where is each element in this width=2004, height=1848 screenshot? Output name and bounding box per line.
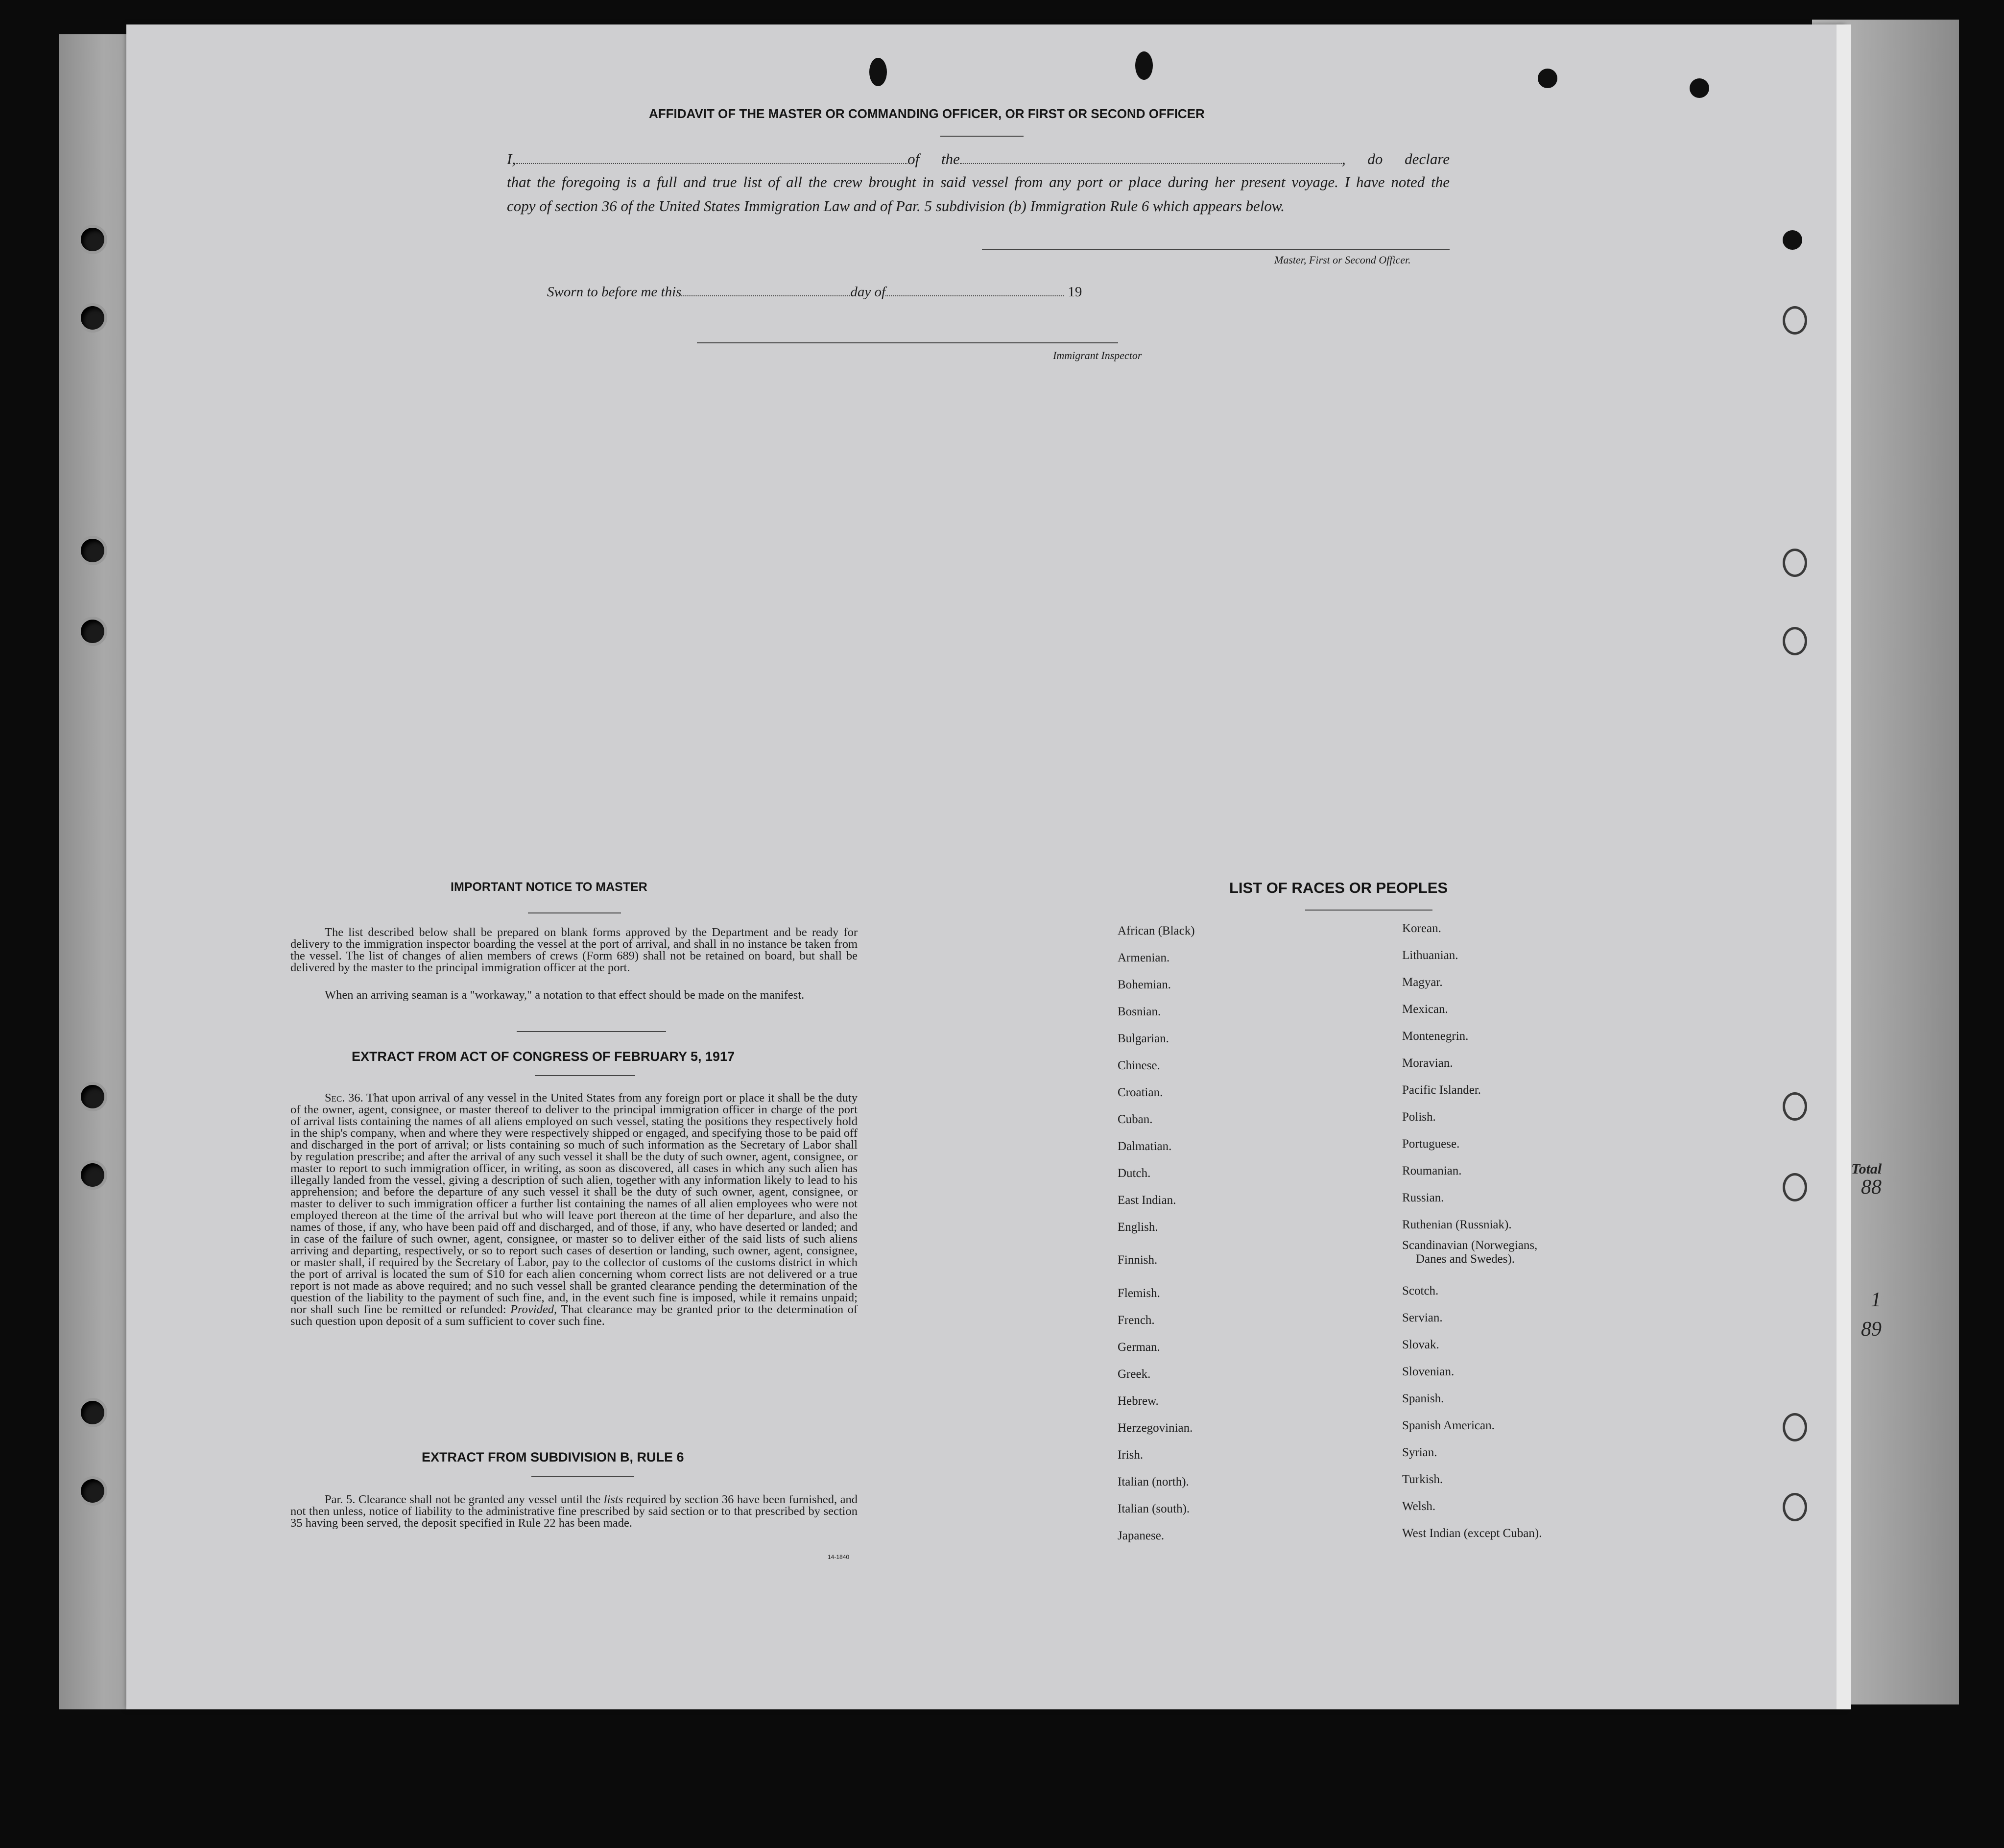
section-36-text bbox=[290, 1092, 858, 1327]
divider bbox=[531, 1476, 634, 1477]
form-number: 14-1840 bbox=[828, 1554, 850, 1560]
race-item: Scandinavian (Norwegians, bbox=[1402, 1239, 1538, 1252]
affidavit-i: I, bbox=[507, 150, 516, 168]
race-item: Welsh. bbox=[1402, 1500, 1436, 1513]
right-hole bbox=[1783, 1173, 1807, 1201]
race-item: Bohemian. bbox=[1118, 978, 1171, 991]
extract-act-title: EXTRACT FROM ACT OF CONGRESS OF FEBRUARY 5, 1917 bbox=[352, 1049, 735, 1064]
races-right-column bbox=[1402, 915, 1542, 1547]
top-hole bbox=[1135, 51, 1153, 80]
binder-hole bbox=[81, 228, 104, 251]
race-item: African (Black) bbox=[1118, 924, 1195, 937]
race-item: Servian. bbox=[1402, 1311, 1443, 1324]
divider bbox=[528, 912, 621, 913]
sworn-line bbox=[547, 284, 1082, 300]
race-item: Ruthenian (Russniak). bbox=[1402, 1218, 1512, 1231]
notice-paragraph-2 bbox=[290, 989, 858, 1001]
notice-paragraph-1-text: The list described below shall be prepared on blank forms approved by the Department and be ready for delivery to the immigration inspector boarding the vessel at the port of arrival, and shall in no instance be taken from the vessel. The list of changes of alien members of crews (Form 689) shall not be retained on board, but shall be delivered by the master to the principal immigration officer at the port. bbox=[290, 926, 858, 974]
divider bbox=[940, 136, 1024, 137]
inspector-signature-line bbox=[697, 342, 1118, 343]
divider bbox=[1305, 910, 1432, 911]
binder-hole bbox=[81, 620, 104, 643]
section-label: Sec. 36. bbox=[325, 1091, 363, 1104]
race-item: Bosnian. bbox=[1118, 1005, 1161, 1018]
margin-number-88: 88 bbox=[1861, 1176, 1882, 1199]
race-item: French. bbox=[1118, 1314, 1155, 1327]
right-hole bbox=[1783, 549, 1807, 577]
race-item: Finnish. bbox=[1118, 1253, 1158, 1267]
top-hole bbox=[869, 58, 887, 86]
race-item: West Indian (except Cuban). bbox=[1402, 1527, 1542, 1540]
race-item: Croatian. bbox=[1118, 1086, 1163, 1099]
race-item: Italian (north). bbox=[1118, 1475, 1189, 1488]
race-item: Chinese. bbox=[1118, 1059, 1160, 1072]
par-5-start: Par. 5. Clearance shall not be granted any vessel until the bbox=[325, 1493, 601, 1506]
race-item: Polish. bbox=[1402, 1110, 1436, 1124]
race-item: Greek. bbox=[1118, 1368, 1151, 1381]
race-item: German. bbox=[1118, 1341, 1160, 1354]
race-item: Mexican. bbox=[1402, 1003, 1448, 1016]
sworn-text: Sworn to before me this bbox=[547, 284, 682, 300]
race-item: Pacific Islander. bbox=[1402, 1083, 1481, 1097]
right-hole bbox=[1783, 1413, 1807, 1441]
race-item: Dutch. bbox=[1118, 1167, 1151, 1180]
race-item: Portuguese. bbox=[1402, 1137, 1460, 1151]
margin-total-label: Total bbox=[1851, 1161, 1882, 1177]
provided-word: Provided, bbox=[510, 1303, 557, 1316]
notice-paragraph-1 bbox=[290, 927, 858, 974]
top-hole bbox=[1690, 78, 1709, 98]
race-item: Russian. bbox=[1402, 1191, 1444, 1204]
affidavit-of-the: of the bbox=[907, 150, 960, 168]
margin-number-1: 1 bbox=[1871, 1289, 1881, 1311]
affidavit-line-2: that the foregoing is a full and true list of all the crew brought in said vessel from any port or place during her present voyage. I have noted the bbox=[507, 173, 1450, 191]
race-item: Dalmatian. bbox=[1118, 1140, 1172, 1153]
document-page bbox=[126, 24, 1845, 1709]
race-item: English. bbox=[1118, 1221, 1158, 1234]
right-hole bbox=[1783, 627, 1807, 655]
race-item: Irish. bbox=[1118, 1448, 1144, 1462]
binder-hole bbox=[81, 1479, 104, 1503]
race-item: Japanese. bbox=[1118, 1529, 1165, 1542]
race-item: Cuban. bbox=[1118, 1113, 1153, 1126]
extract-rule-title: EXTRACT FROM SUBDIVISION B, RULE 6 bbox=[422, 1450, 684, 1464]
race-item: Hebrew. bbox=[1118, 1394, 1159, 1408]
par-5-end: required by section 36 have been furnished, and not then unless, notice of liability to the administrative fine prescribed by said section or to that prescribed by section 35 having been served, the deposit specified in Rule 22 has been made. bbox=[290, 1493, 858, 1530]
race-item: Spanish American. bbox=[1402, 1419, 1495, 1432]
section-36-end: That clearance may be granted prior to the determination of such question upon deposit of a sum sufficient to cover such fine. bbox=[290, 1303, 858, 1328]
race-item: East Indian. bbox=[1118, 1194, 1176, 1207]
race-item: Slovak. bbox=[1402, 1338, 1439, 1351]
affidavit-line-1 bbox=[507, 150, 1450, 168]
races-left-column bbox=[1118, 917, 1195, 1549]
binder-hole bbox=[81, 306, 104, 330]
race-item: Lithuanian. bbox=[1402, 949, 1458, 962]
year-text: 19 bbox=[1068, 284, 1082, 300]
par-5-text bbox=[290, 1494, 858, 1529]
right-hole bbox=[1783, 1092, 1807, 1121]
race-item: Italian (south). bbox=[1118, 1502, 1190, 1515]
race-item: Moravian. bbox=[1402, 1056, 1453, 1070]
race-item: Magyar. bbox=[1402, 976, 1443, 989]
binder-hole bbox=[81, 1163, 104, 1187]
race-item: Turkish. bbox=[1402, 1473, 1443, 1486]
right-hole bbox=[1783, 230, 1802, 250]
right-hole bbox=[1783, 1493, 1807, 1521]
race-item: Flemish. bbox=[1118, 1287, 1160, 1300]
section-36-body: That upon arrival of any vessel in the United States from any foreign port or place it shall be the duty of the owner, agent, consignee, or master thereof to deliver to the principal immigration officer in charge of the port of arrival lists containing the names of all aliens employed on such vessel, stating the positions they respectively hold in the ship's company, when and where they were respectively shipped or engaged, and specifying those to be paid off and discharged in the port of arrival; or lists containing so much of such information as the Secretary of Labor shall by regulation prescribe; and after the arrival of any such vessel it shall be the duty of such owner, agent, consignee, or master to report to such immigration officer, in writing, as soon as discovered, all cases in which any such alien has illegally landed from the vessel, giving a description of such alien, together with any information likely to lead to his apprehension; and before the departure of any such vessel it shall be the duty of such owner, agent, consignee, or master to deliver to such immigration officer a further list containing the names of all alien employees who were not employed thereon at the time of the arrival but who will leave port thereon at the time of her departure, and also the names of those, if any, who have been paid off and discharged, and of those, if any, who have deserted or landed; and in case of the failure of such owner, agent, consignee, or master so to deliver either of the said lists of such aliens arriving and departing, respectively, or so to report such cases of desertion or landing, such owner, agent, consignee, or master shall, if required by the Secretary of Labor, pay to the collector of customs of the customs district in which the port of arrival is located the sum of $10 for each alien concerning whom correct lists are not delivered or a true report is not made as above required; and no such vessel shall be granted clearance pending the determination of the question of the liability to the payment of such fine, and, in the event such fine is imposed, while it remains unpaid; nor shall such fine be remitted or refunded: bbox=[290, 1091, 858, 1316]
top-hole bbox=[1538, 69, 1557, 88]
divider bbox=[535, 1075, 635, 1076]
race-item: Roumanian. bbox=[1402, 1164, 1462, 1177]
affidavit-do-declare: , do declare bbox=[1341, 150, 1450, 168]
right-hole bbox=[1783, 306, 1807, 335]
signature-line bbox=[982, 249, 1450, 250]
lists-word: lists bbox=[603, 1493, 623, 1506]
signature-label: Master, First or Second Officer. bbox=[1274, 254, 1411, 266]
race-item: Spanish. bbox=[1402, 1392, 1444, 1405]
binder-hole bbox=[81, 1401, 104, 1424]
binder-hole bbox=[81, 539, 104, 562]
day-of-text: day of bbox=[850, 284, 886, 300]
notice-title: IMPORTANT NOTICE TO MASTER bbox=[451, 880, 647, 894]
page-edge bbox=[1837, 24, 1851, 1709]
race-item: Montenegrin. bbox=[1402, 1030, 1469, 1043]
divider bbox=[517, 1031, 666, 1032]
binder-hole bbox=[81, 1085, 104, 1108]
race-item: Bulgarian. bbox=[1118, 1032, 1169, 1045]
race-item: Herzegovinian. bbox=[1118, 1421, 1193, 1435]
races-title: LIST OF RACES OR PEOPLES bbox=[1229, 879, 1448, 896]
race-item: Armenian. bbox=[1118, 951, 1170, 964]
race-item: Slovenian. bbox=[1402, 1365, 1455, 1378]
inspector-label: Immigrant Inspector bbox=[1053, 349, 1142, 361]
race-item-continuation: Danes and Swedes). bbox=[1416, 1252, 1515, 1266]
margin-number-89: 89 bbox=[1861, 1318, 1882, 1341]
race-item: Syrian. bbox=[1402, 1446, 1437, 1459]
affidavit-line-3: copy of section 36 of the United States Immigration Law and of Par. 5 subdivision (b) Immigration Rule 6 which appears below. bbox=[507, 197, 1285, 215]
affidavit-title: AFFIDAVIT OF THE MASTER OR COMMANDING OFFICER, OR FIRST OR SECOND OFFICER bbox=[649, 106, 1205, 121]
notice-paragraph-2-text: When an arriving seaman is a "workaway," a notation to that effect should be made on the manifest. bbox=[325, 988, 805, 1002]
race-item: Korean. bbox=[1402, 922, 1441, 935]
race-item: Scotch. bbox=[1402, 1284, 1439, 1297]
